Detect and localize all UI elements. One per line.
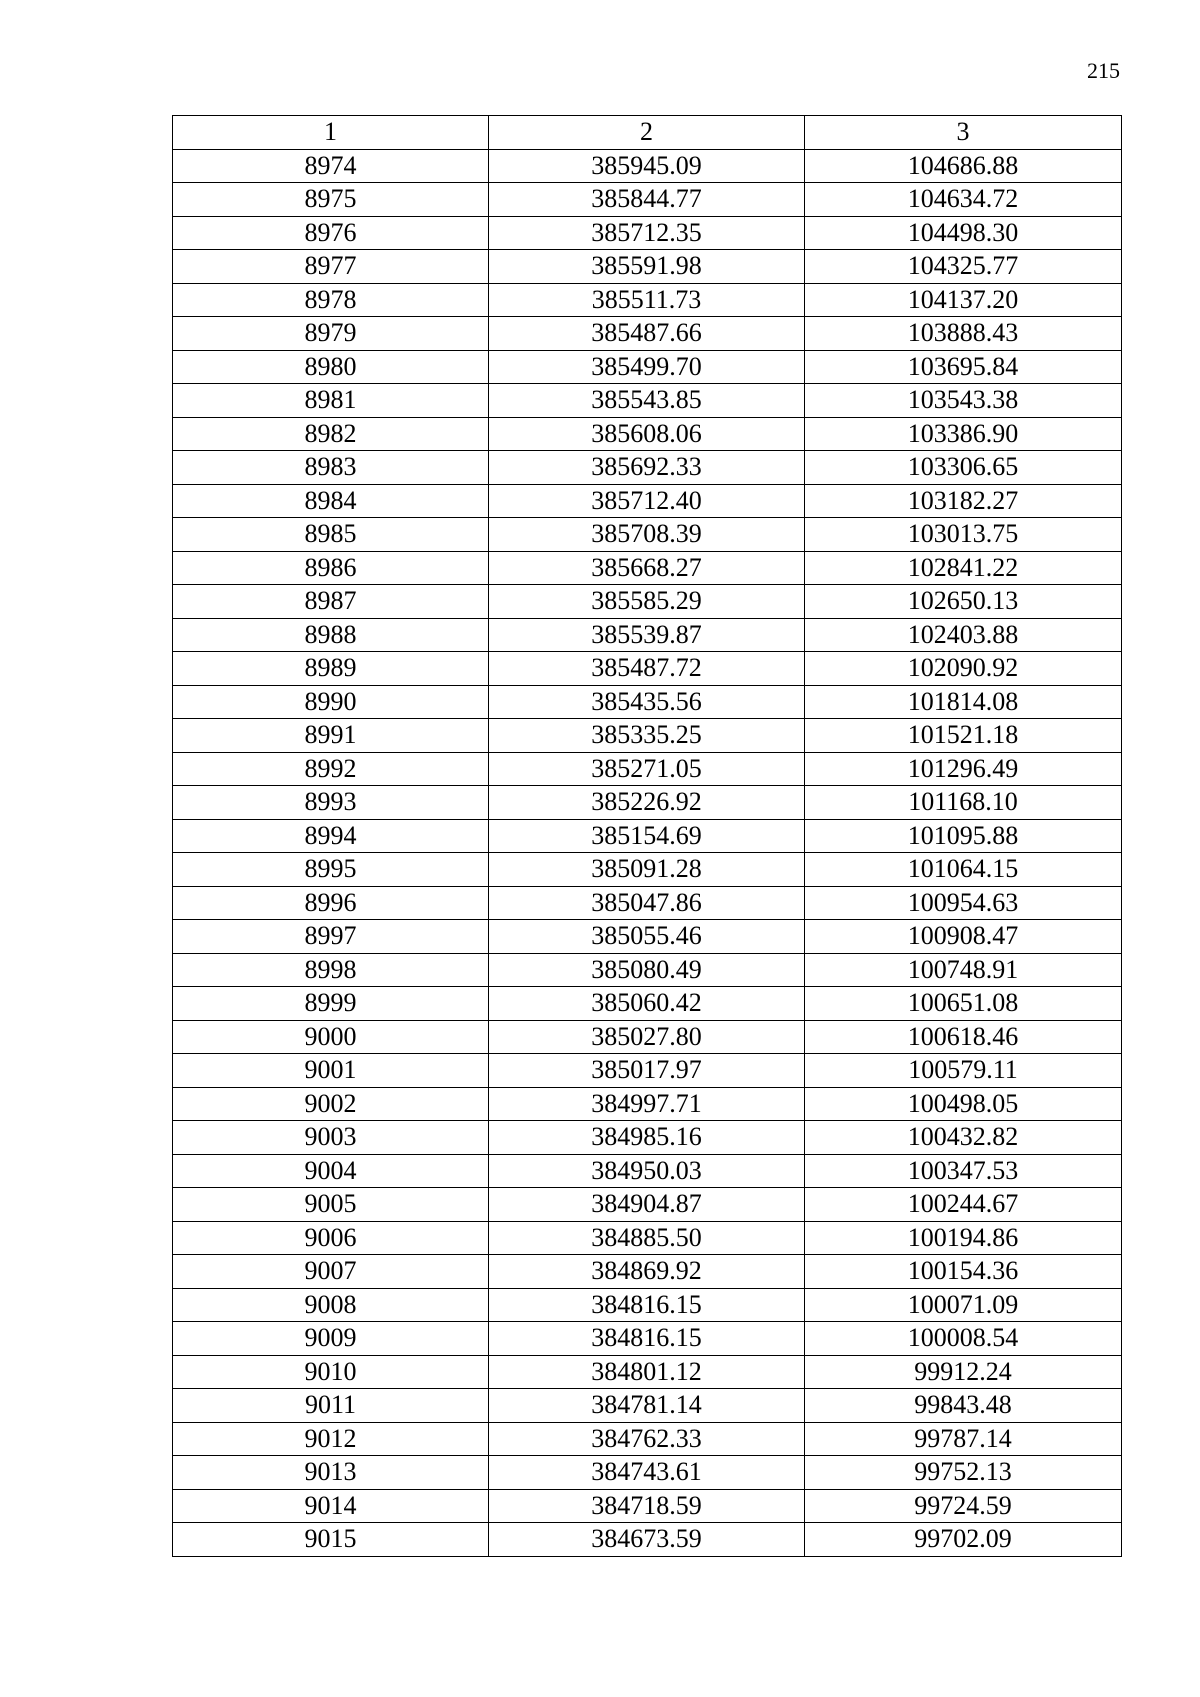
x-coordinate-cell: 385543.85	[489, 384, 805, 418]
table-row	[173, 250, 1122, 284]
point-number-cell: 9009	[173, 1322, 489, 1356]
y-coordinate-cell: 100579.11	[805, 1054, 1122, 1088]
y-coordinate-cell: 99787.14	[805, 1422, 1122, 1456]
page-number: 215	[1087, 58, 1120, 83]
table-row	[173, 1054, 1122, 1088]
x-coordinate-cell: 385017.97	[489, 1054, 805, 1088]
y-coordinate-cell: 99912.24	[805, 1355, 1122, 1389]
point-number-cell: 8991	[173, 719, 489, 753]
point-number-cell: 9011	[173, 1389, 489, 1423]
x-coordinate-cell: 385945.09	[489, 149, 805, 183]
y-coordinate-cell: 100244.67	[805, 1188, 1122, 1222]
point-number-cell: 8988	[173, 618, 489, 652]
point-number-cell: 8997	[173, 920, 489, 954]
y-coordinate-cell: 100194.86	[805, 1221, 1122, 1255]
y-coordinate-cell: 103695.84	[805, 350, 1122, 384]
y-coordinate-cell: 99702.09	[805, 1523, 1122, 1557]
point-number-cell: 8977	[173, 250, 489, 284]
table-row	[173, 317, 1122, 351]
y-coordinate-cell: 101814.08	[805, 685, 1122, 719]
table-row	[173, 350, 1122, 384]
y-coordinate-cell: 103386.90	[805, 417, 1122, 451]
x-coordinate-cell: 385487.72	[489, 652, 805, 686]
point-number-cell: 8975	[173, 183, 489, 217]
point-number-cell: 9012	[173, 1422, 489, 1456]
point-number-cell: 9015	[173, 1523, 489, 1557]
table-row	[173, 1188, 1122, 1222]
x-coordinate-cell: 385608.06	[489, 417, 805, 451]
y-coordinate-cell: 102403.88	[805, 618, 1122, 652]
x-coordinate-cell: 384904.87	[489, 1188, 805, 1222]
x-coordinate-cell: 385511.73	[489, 283, 805, 317]
point-number-cell: 8989	[173, 652, 489, 686]
point-number-cell: 8999	[173, 987, 489, 1021]
y-coordinate-cell: 101095.88	[805, 819, 1122, 853]
x-coordinate-cell: 384762.33	[489, 1422, 805, 1456]
point-number-cell: 9006	[173, 1221, 489, 1255]
table-row	[173, 618, 1122, 652]
x-coordinate-cell: 384781.14	[489, 1389, 805, 1423]
y-coordinate-cell: 100954.63	[805, 886, 1122, 920]
table-body	[173, 149, 1122, 1556]
x-coordinate-cell: 385844.77	[489, 183, 805, 217]
table-row	[173, 1355, 1122, 1389]
point-number-cell: 8978	[173, 283, 489, 317]
y-coordinate-cell: 101064.15	[805, 853, 1122, 887]
y-coordinate-cell: 104137.20	[805, 283, 1122, 317]
x-coordinate-cell: 384885.50	[489, 1221, 805, 1255]
y-coordinate-cell: 103543.38	[805, 384, 1122, 418]
x-coordinate-cell: 385712.35	[489, 216, 805, 250]
point-number-cell: 8976	[173, 216, 489, 250]
x-coordinate-cell: 385047.86	[489, 886, 805, 920]
y-coordinate-cell: 99752.13	[805, 1456, 1122, 1490]
x-coordinate-cell: 385487.66	[489, 317, 805, 351]
y-coordinate-cell: 103888.43	[805, 317, 1122, 351]
point-number-cell: 9002	[173, 1087, 489, 1121]
point-number-cell: 8994	[173, 819, 489, 853]
y-coordinate-cell: 100071.09	[805, 1288, 1122, 1322]
y-coordinate-cell: 100651.08	[805, 987, 1122, 1021]
table-row	[173, 1288, 1122, 1322]
point-number-cell: 8984	[173, 484, 489, 518]
table-row	[173, 1121, 1122, 1155]
column-header-3: 3	[805, 116, 1122, 150]
y-coordinate-cell: 100008.54	[805, 1322, 1122, 1356]
point-number-cell: 9003	[173, 1121, 489, 1155]
x-coordinate-cell: 385080.49	[489, 953, 805, 987]
column-header-2: 2	[489, 116, 805, 150]
point-number-cell: 8982	[173, 417, 489, 451]
point-number-cell: 8996	[173, 886, 489, 920]
table-row	[173, 920, 1122, 954]
table-row	[173, 819, 1122, 853]
table-row	[173, 752, 1122, 786]
x-coordinate-cell: 385499.70	[489, 350, 805, 384]
x-coordinate-cell: 384869.92	[489, 1255, 805, 1289]
point-number-cell: 8974	[173, 149, 489, 183]
x-coordinate-cell: 385585.29	[489, 585, 805, 619]
table-row	[173, 551, 1122, 585]
table-row	[173, 1087, 1122, 1121]
table-row	[173, 149, 1122, 183]
table-header	[173, 116, 1122, 150]
table-row	[173, 518, 1122, 552]
table-row	[173, 283, 1122, 317]
table-row	[173, 1322, 1122, 1356]
point-number-cell: 8992	[173, 752, 489, 786]
point-number-cell: 8983	[173, 451, 489, 485]
x-coordinate-cell: 384816.15	[489, 1288, 805, 1322]
y-coordinate-cell: 103013.75	[805, 518, 1122, 552]
point-number-cell: 8979	[173, 317, 489, 351]
x-coordinate-cell: 385668.27	[489, 551, 805, 585]
table-row	[173, 886, 1122, 920]
x-coordinate-cell: 385435.56	[489, 685, 805, 719]
y-coordinate-cell: 99724.59	[805, 1489, 1122, 1523]
y-coordinate-cell: 103182.27	[805, 484, 1122, 518]
point-number-cell: 9010	[173, 1355, 489, 1389]
x-coordinate-cell: 385591.98	[489, 250, 805, 284]
table-row	[173, 1456, 1122, 1490]
y-coordinate-cell: 100498.05	[805, 1087, 1122, 1121]
point-number-cell: 8985	[173, 518, 489, 552]
y-coordinate-cell: 101521.18	[805, 719, 1122, 753]
x-coordinate-cell: 385055.46	[489, 920, 805, 954]
x-coordinate-cell: 385091.28	[489, 853, 805, 887]
x-coordinate-cell: 384743.61	[489, 1456, 805, 1490]
table-row	[173, 1221, 1122, 1255]
x-coordinate-cell: 384718.59	[489, 1489, 805, 1523]
y-coordinate-cell: 101296.49	[805, 752, 1122, 786]
header-row	[173, 116, 1122, 150]
point-number-cell: 9004	[173, 1154, 489, 1188]
point-number-cell: 8980	[173, 350, 489, 384]
column-header-1: 1	[173, 116, 489, 150]
table-row	[173, 719, 1122, 753]
y-coordinate-cell: 100748.91	[805, 953, 1122, 987]
y-coordinate-cell: 99843.48	[805, 1389, 1122, 1423]
table-row	[173, 216, 1122, 250]
y-coordinate-cell: 101168.10	[805, 786, 1122, 820]
x-coordinate-cell: 385539.87	[489, 618, 805, 652]
y-coordinate-cell: 104686.88	[805, 149, 1122, 183]
table-row	[173, 652, 1122, 686]
point-number-cell: 9008	[173, 1288, 489, 1322]
x-coordinate-cell: 384801.12	[489, 1355, 805, 1389]
x-coordinate-cell: 384950.03	[489, 1154, 805, 1188]
table-row	[173, 417, 1122, 451]
table-row	[173, 1422, 1122, 1456]
table-row	[173, 953, 1122, 987]
table-row	[173, 1255, 1122, 1289]
y-coordinate-cell: 104498.30	[805, 216, 1122, 250]
table-row	[173, 786, 1122, 820]
y-coordinate-cell: 102090.92	[805, 652, 1122, 686]
table-row	[173, 451, 1122, 485]
y-coordinate-cell: 100154.36	[805, 1255, 1122, 1289]
table-row	[173, 853, 1122, 887]
x-coordinate-cell: 385154.69	[489, 819, 805, 853]
x-coordinate-cell: 385335.25	[489, 719, 805, 753]
table-row	[173, 484, 1122, 518]
point-number-cell: 9014	[173, 1489, 489, 1523]
x-coordinate-cell: 385027.80	[489, 1020, 805, 1054]
x-coordinate-cell: 384985.16	[489, 1121, 805, 1155]
y-coordinate-cell: 103306.65	[805, 451, 1122, 485]
x-coordinate-cell: 384816.15	[489, 1322, 805, 1356]
point-number-cell: 9005	[173, 1188, 489, 1222]
x-coordinate-cell: 385692.33	[489, 451, 805, 485]
point-number-cell: 9000	[173, 1020, 489, 1054]
table-row	[173, 685, 1122, 719]
y-coordinate-cell: 104325.77	[805, 250, 1122, 284]
table-row	[173, 183, 1122, 217]
point-number-cell: 8995	[173, 853, 489, 887]
point-number-cell: 9007	[173, 1255, 489, 1289]
x-coordinate-cell: 384673.59	[489, 1523, 805, 1557]
point-number-cell: 8990	[173, 685, 489, 719]
table-row	[173, 1489, 1122, 1523]
y-coordinate-cell: 100908.47	[805, 920, 1122, 954]
x-coordinate-cell: 385712.40	[489, 484, 805, 518]
point-number-cell: 9013	[173, 1456, 489, 1490]
coordinates-table	[172, 115, 1122, 1557]
y-coordinate-cell: 100347.53	[805, 1154, 1122, 1188]
x-coordinate-cell: 385271.05	[489, 752, 805, 786]
point-number-cell: 9001	[173, 1054, 489, 1088]
y-coordinate-cell: 102650.13	[805, 585, 1122, 619]
x-coordinate-cell: 384997.71	[489, 1087, 805, 1121]
y-coordinate-cell: 100618.46	[805, 1020, 1122, 1054]
point-number-cell: 8993	[173, 786, 489, 820]
x-coordinate-cell: 385060.42	[489, 987, 805, 1021]
x-coordinate-cell: 385226.92	[489, 786, 805, 820]
table-row	[173, 585, 1122, 619]
y-coordinate-cell: 104634.72	[805, 183, 1122, 217]
point-number-cell: 8987	[173, 585, 489, 619]
point-number-cell: 8981	[173, 384, 489, 418]
table-row	[173, 1020, 1122, 1054]
x-coordinate-cell: 385708.39	[489, 518, 805, 552]
table-row	[173, 384, 1122, 418]
point-number-cell: 8998	[173, 953, 489, 987]
table-row	[173, 1154, 1122, 1188]
table-row	[173, 987, 1122, 1021]
point-number-cell: 8986	[173, 551, 489, 585]
y-coordinate-cell: 102841.22	[805, 551, 1122, 585]
table-row	[173, 1389, 1122, 1423]
table-row	[173, 1523, 1122, 1557]
y-coordinate-cell: 100432.82	[805, 1121, 1122, 1155]
